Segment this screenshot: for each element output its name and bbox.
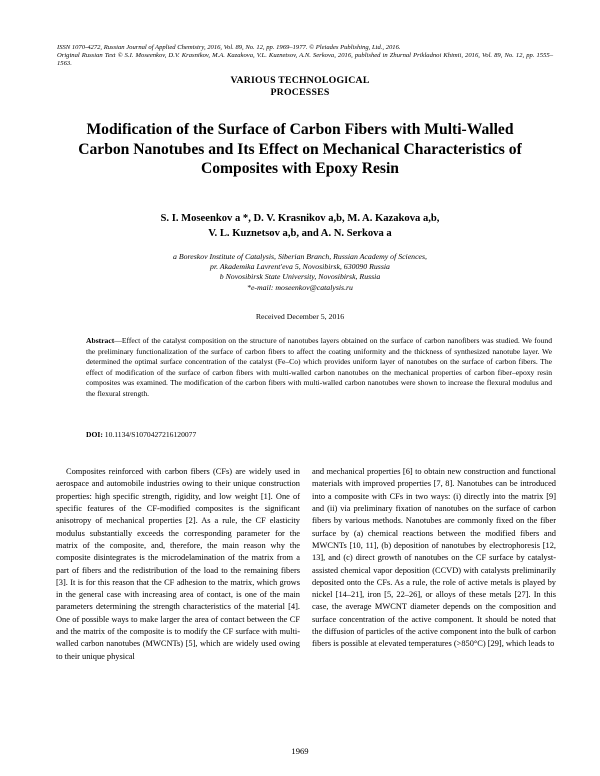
affiliations: [100, 252, 500, 293]
authors-line-1: S. I. Moseenkov a *, D. V. Krasnikov a,b, M. A. Kazakova a,b,: [160, 213, 440, 224]
affiliation-a-line-2: pr. Akademika Lavrent'eva 5, Novosibirsk, 630090 Russia: [210, 262, 390, 272]
section-heading-line-2: PROCESSES: [270, 86, 330, 98]
authors: [60, 211, 540, 241]
article-title: Modification of the Surface of Carbon Fibers with Multi-Walled Carbon Nanotubes and Its Effect on Mechanical Characteristics of Composites with Epoxy Resin: [78, 121, 522, 178]
body-column-left: [56, 466, 300, 663]
page-number: 1969: [291, 746, 309, 756]
abstract: [86, 336, 552, 400]
journal-header: [57, 44, 553, 69]
header-citation-line: ISSN 1070-4272, Russian Journal of Applied Chemistry, 2016, Vol. 89, No. 12, pp. 1969–1977. © Pleiades Publishing, Ltd., 2016.: [57, 44, 401, 51]
affiliation-a-line-1: a Boreskov Institute of Catalysis, Siberian Branch, Russian Academy of Sciences,: [172, 252, 427, 261]
body-paragraph-right: and mechanical properties [6] to obtain new construction and functional materials with improved properties [7, 8]. Nanotubes can be introduced into a composite with CFs in two ways: (i) directly into the matrix [9] and (ii) via preliminary fixation of nanotubes on the surface of carbon fibers by various methods. Nanotubes are commonly fixed on the fiber surface by (a) chemical reactions between the modified fibers and MWCNTs [10, 11], (b) deposition of nanotubes by electrophoresis [12, 13], and (c) direct growth of nanotubes on the CF surface by catalyst-assisted chemical vapor deposition (CCVD) with catalysts preliminarily deposited onto the CFs. As a rule, the role of active metals is played by nickel [14–21], iron [5, 22–26], or alloys of these metals [27]. In this case, the average MWCNT diameter depends on the composition and surface concentration of the active component. It should be noted that the diffusion of particles of the active component into the bulk of carbon fibers is possible at elevated temperatures (>850°C) [29], which leads to: [312, 467, 556, 649]
doi: [86, 430, 552, 440]
section-heading-line-1: VARIOUS TECHNOLOGICAL: [230, 75, 370, 86]
body-paragraph-left: Composites reinforced with carbon fibers (CFs) are widely used in aerospace and automobile industries owing to their unique construction properties: high specific strength, rigidity, and low weight [1]. One of specific features of the CF-modified composites is the significant anisotropy of mechanical properties [2]. As a rule, the CF elasticity modulus substantially exceeds the corresponding parameter for the matrix of the composite, and, therefore, the main reason why the composite disintegrates is the microdelamination of the matrix from a part of fibers and the redistribution of the load to the remaining fibers [3]. It is for this reason that the CF adhesion to the matrix, which grows in the general case with increasing area of contact, is one of the main parameters determining the strength characteristics of the material [4]. One of possible ways to make larger the area of contact between the CF and the matrix of the composite is to modify the CF surface with multi-walled carbon nanotubes (MWCNTs) [5], which are widely used owing to their unique physical: [56, 467, 300, 661]
header-original-text-line: Original Russian Text © S.I. Moseenkov, D.V. Krasnikov, M.A. Kazakova, V.L. Kuznetsov, A.N. Serkova, 2016, published in Zhurnal Prikladnoi Khimii, 2016, Vol. 89, No. 12, pp. 1555–1563.: [57, 52, 553, 68]
abstract-label: Abstract: [86, 336, 115, 345]
authors-line-2: V. L. Kuznetsov a,b, and A. N. Serkova a: [208, 228, 392, 239]
received-date: Received December 5, 2016: [255, 312, 345, 321]
body-column-right: [312, 466, 556, 651]
section-heading: [0, 75, 600, 98]
doi-label: DOI:: [86, 430, 103, 439]
affiliation-b: b Novosibirsk State University, Novosibirsk, Russia: [219, 272, 381, 282]
corresponding-email: *e-mail: moseenkov@catalysis.ru: [247, 282, 353, 292]
abstract-text: —Effect of the catalyst composition on the structure of nanotubes layers obtained on the surface of carbon nanofibers was studied. We found the preliminary functionalization of the surface of carbon fibers to affect the coating uniformity and the thickness of synthesized nanotube layer. We determined the optimal surface concentration of the catalyst (Fe–Co) which provides uniform layer of nanotubes on the surface of carbon fibers. The effect of modification of the surface of carbon fibers with multi-walled carbon nanotubes on the mechanical properties of carbon fiber–epoxy resin composites was examined. The modification of the carbon fibers with multi-walled carbon nanotubes were shown to increase the flexural modulus and the flexural strength.: [86, 336, 552, 398]
doi-value: 10.1134/S1070427216120077: [104, 430, 197, 439]
